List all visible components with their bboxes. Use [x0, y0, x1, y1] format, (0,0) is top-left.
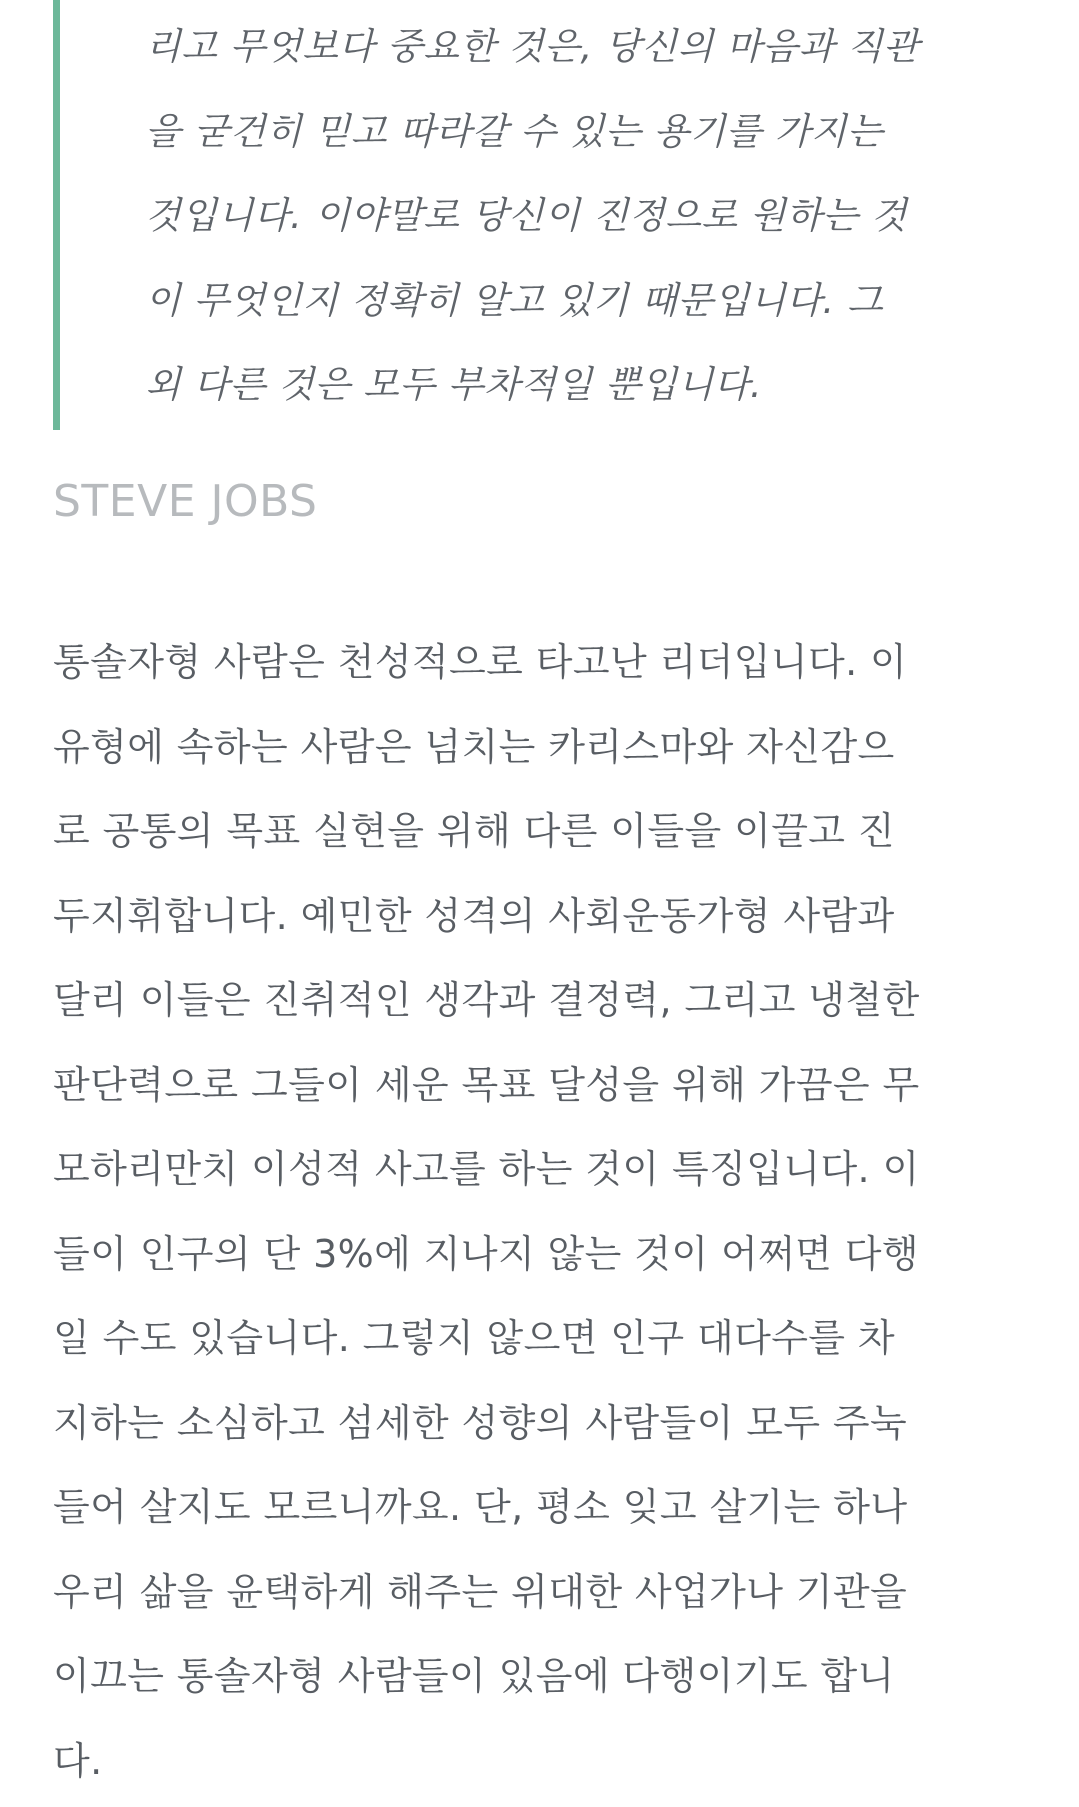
blockquote: [53, 0, 1033, 430]
quote-accent-bar: [53, 0, 60, 430]
quote-attribution: STEVE JOBS: [53, 476, 318, 527]
quote-text: 리고 무엇보다 중요한 것은, 당신의 마음과 직관 을 굳건히 믿고 따라갈 수 있는 용기를 가지는 것입니다. 이야말로 당신이 진정으로 원하는 것 이 무엇인지 정확히 알고 있기 때문입니다. 그 외 다른 것은 모두 부차적일 뿐입니다.: [145, 25, 920, 406]
article-paragraph: 통솔자형 사람은 천성적으로 타고난 리더입니다. 이 유형에 속하는 사람은 넘치는 카리스마와 자신감으 로 공통의 목표 실현을 위해 다른 이들을 이끌고 진 두지휘합니다. 예민한 성격의 사회운동가형 사람과 달리 이들은 진취적인 생각과 결정력, 그리고 냉철한 판단력으로 그들이 세운 목표 달성을 위해 가끔은 무 모하리만치 이성적 사고를 하는 것이 특징입니다. 이 들이 인구의 단 3%에 지나지 않는 것이 어쩌면 다행 일 수도 있습니다. 그렇지 않으면 인구 대다수를 차 지하는 소심하고 섬세한 성향의 사람들이 모두 주눅 들어 살지도 모르니까요. 단, 평소 잊고 살기는 하나 우리 삶을 윤택하게 해주는 위대한 사업가나 기관을 이끄는 통솔자형 사람들이 있음에 다행이기도 합니 다.: [53, 640, 920, 1783]
